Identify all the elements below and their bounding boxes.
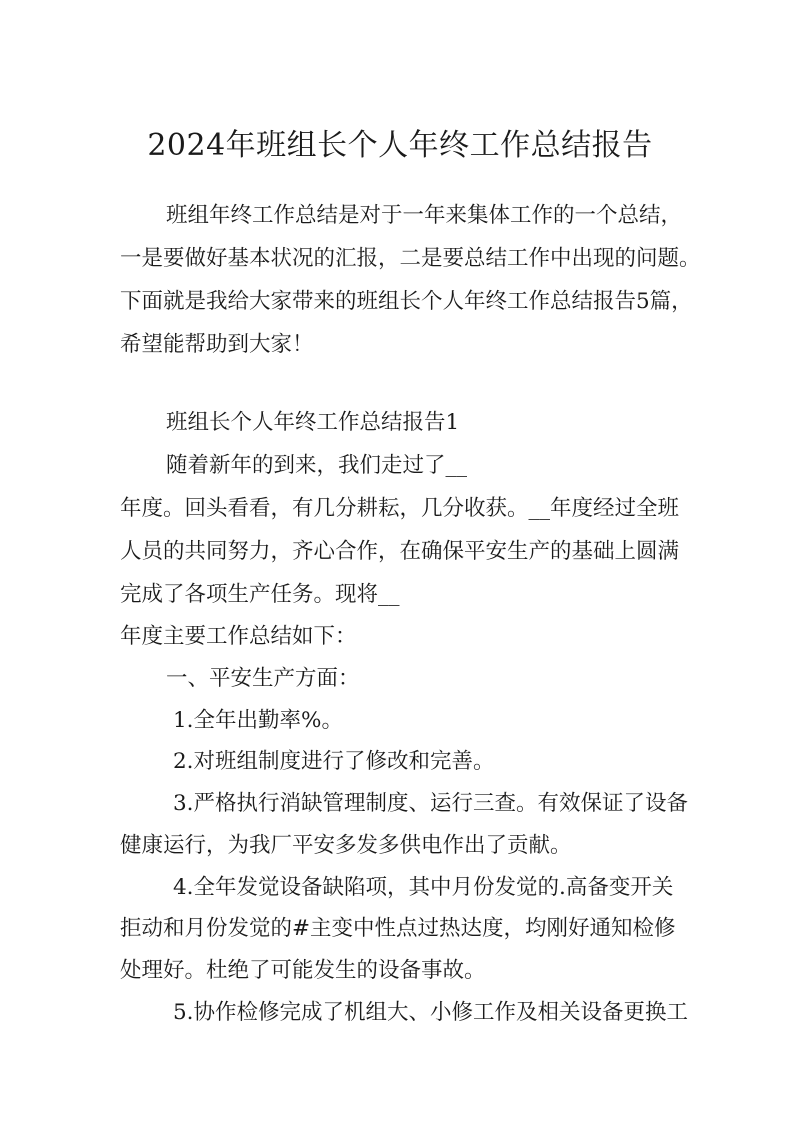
intro-line-2: 一是要做好基本状况的汇报，二是要总结工作中出现的问题。	[120, 246, 701, 271]
body-line-1: 随着新年的到来，我们走过了__	[166, 453, 468, 478]
body-line-10: 健康运行，为我厂平安多发多供电作出了贡献。	[120, 833, 572, 858]
section-heading: 班组长个人年终工作总结报告1	[166, 410, 460, 435]
body-line-12: 拒动和月份发觉的#主变中性点过热达度，均刚好通知检修	[120, 916, 676, 941]
document-title: 2024年班组长个人年终工作总结报告	[147, 128, 653, 163]
body-line-11: 4.全年发觉设备缺陷项，其中月份发觉的.高备变开关	[173, 875, 674, 900]
body-line-4: 完成了各项生产任务。现将__	[120, 582, 400, 607]
body-line-2: 年度。回头看看，有几分耕耘，几分收获。__年度经过全班	[120, 496, 680, 521]
intro-line-3: 下面就是我给大家带来的班组长个人年终工作总结报告5篇，	[120, 289, 693, 314]
body-line-6: 一、平安生产方面：	[166, 666, 360, 691]
body-line-3: 人员的共同努力，齐心合作，在确保平安生产的基础上圆满	[120, 539, 680, 564]
body-line-5: 年度主要工作总结如下：	[120, 624, 357, 649]
body-line-7: 1.全年出勤率%。	[173, 708, 343, 733]
body-line-13: 处理好。杜绝了可能发生的设备事故。	[120, 958, 486, 983]
intro-line-4: 希望能帮助到大家！	[120, 332, 314, 357]
body-line-8: 2.对班组制度进行了修改和完善。	[173, 749, 495, 774]
body-line-9: 3.严格执行消缺管理制度、运行三查。有效保证了设备	[173, 791, 689, 816]
intro-line-1: 班组年终工作总结是对于一年来集体工作的一个总结，	[166, 203, 683, 228]
body-line-14: 5.协作检修完成了机组大、小修工作及相关设备更换工	[173, 1000, 689, 1025]
